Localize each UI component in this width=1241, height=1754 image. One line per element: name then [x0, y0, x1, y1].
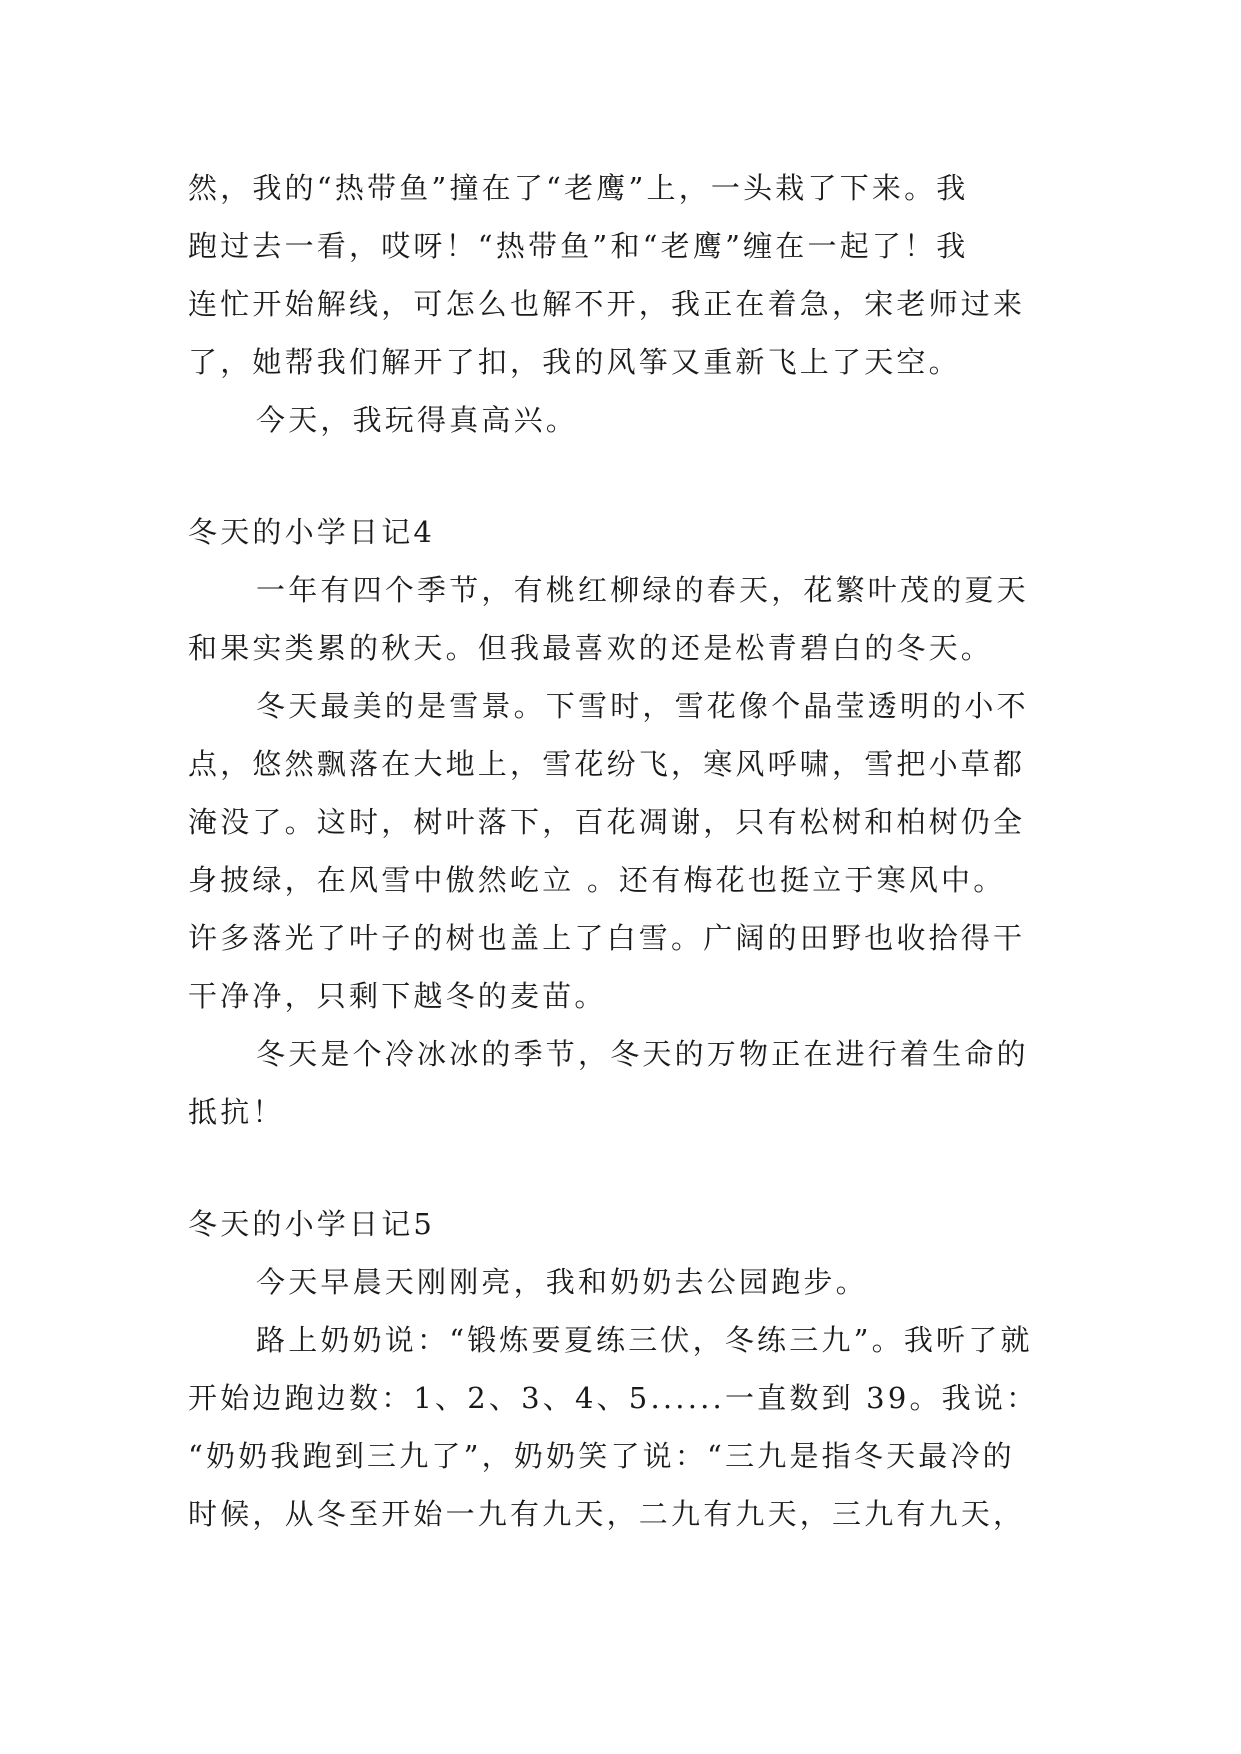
paragraph-line: 淹没了。这时，树叶落下，百花凋谢，只有松树和柏树仍全 — [188, 805, 1026, 839]
paragraph-line: 冬天最美的是雪景。下雪时，雪花像个晶莹透明的小不 — [256, 689, 1029, 723]
paragraph-line: 点，悠然飘落在大地上，雪花纷飞，寒风呼啸，雪把小草都 — [188, 747, 1026, 781]
section-heading: 冬天的小学日记5 — [188, 1207, 436, 1241]
paragraph-line: 和果实类累的秋天。但我最喜欢的还是松青碧白的冬天。 — [188, 631, 994, 665]
paragraph-line: 抵抗！ — [188, 1095, 285, 1129]
paragraph-line: 冬天是个冷冰冰的季节，冬天的万物正在进行着生命的 — [256, 1037, 1029, 1071]
paragraph-line: 路上奶奶说：“锻炼要夏练三伏，冬练三九”。我听了就 — [256, 1323, 1033, 1357]
paragraph-line: 时候，从冬至开始一九有九天，二九有九天，三九有九天， — [188, 1497, 1026, 1531]
paragraph-line: 开始边跑边数：1、2、3、4、5......一直数到 39。我说： — [188, 1381, 1039, 1415]
paragraph-line: 一年有四个季节，有桃红柳绿的春天，花繁叶茂的夏天 — [256, 573, 1029, 607]
section-heading: 冬天的小学日记4 — [188, 515, 436, 549]
paragraph-line: 跑过去一看，哎呀！“热带鱼”和“老鹰”缠在一起了！我 — [188, 229, 969, 263]
paragraph-line: 身披绿，在风雪中傲然屹立 。还有梅花也挺立于寒风中。 — [188, 863, 1006, 897]
paragraph-line: 连忙开始解线，可怎么也解不开，我正在着急，宋老师过来 — [188, 287, 1026, 321]
paragraph-line: 今天，我玩得真高兴。 — [256, 403, 579, 437]
paragraph-line: 今天早晨天刚刚亮，我和奶奶去公园跑步。 — [256, 1265, 868, 1299]
paragraph-line: 许多落光了叶子的树也盖上了白雪。广阔的田野也收拾得干 — [188, 921, 1026, 955]
paragraph-line: 干净净，只剩下越冬的麦苗。 — [188, 979, 607, 1013]
paragraph-line: 了，她帮我们解开了扣，我的风筝又重新飞上了天空。 — [188, 345, 961, 379]
paragraph-line: 然，我的“热带鱼”撞在了“老鹰”上，一头栽了下来。我 — [188, 171, 969, 205]
paragraph-line: “奶奶我跑到三九了”，奶奶笑了说：“三九是指冬天最冷的 — [188, 1439, 1015, 1473]
